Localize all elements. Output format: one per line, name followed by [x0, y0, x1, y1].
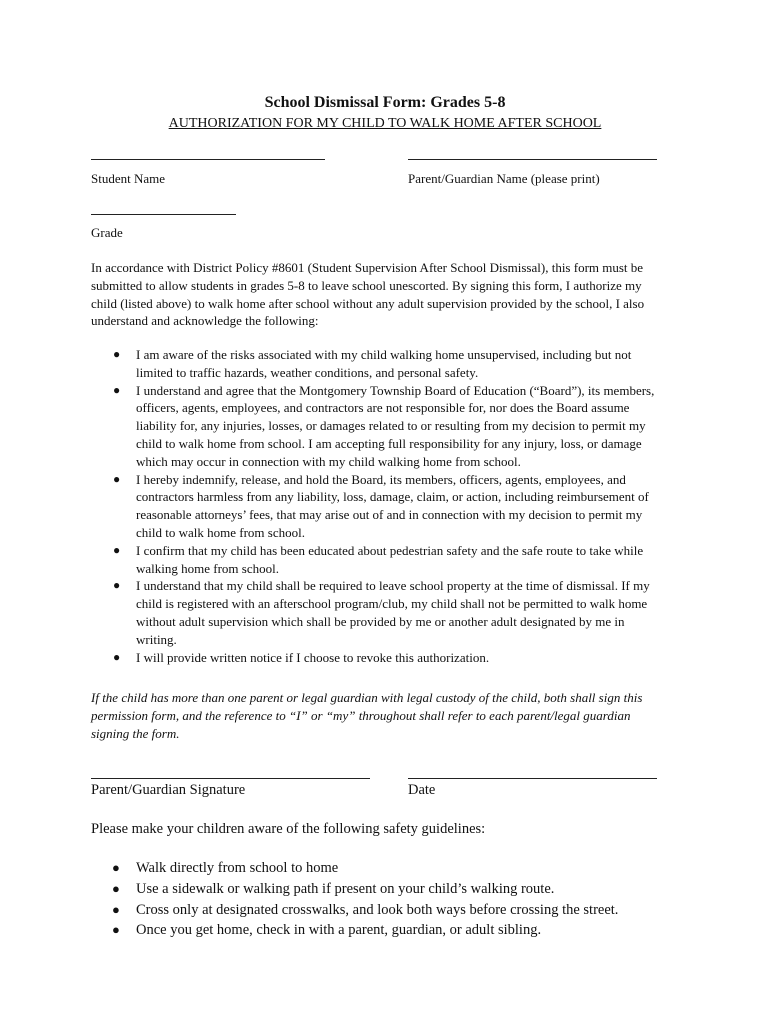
acknowledgement-line: I understand that my child shall be required to leave school property at the time of dismissal. If my [136, 578, 650, 594]
intro-line: child (listed above) to walk home after school without any adult supervision provided by the school, I also [91, 295, 645, 311]
acknowledgement-line: I hereby indemnify, release, and hold the Board, its members, officers, agents, employees, and [136, 471, 626, 487]
acknowledgement-line: I understand and agree that the Montgomery Township Board of Education (“Board”), its members, [136, 382, 655, 398]
bullet-icon: ● [112, 880, 120, 896]
form-title: School Dismissal Form: Grades 5-8 [264, 94, 506, 111]
acknowledgement-line: walking home from school. [136, 560, 279, 576]
acknowledgement-line: without adult supervision which shall be provided by me or another adult designated by me in [136, 613, 625, 629]
safety-intro: Please make your children aware of the following safety guidelines: [91, 821, 486, 837]
acknowledgement-item [0, 649, 681, 667]
safety-item [0, 858, 618, 879]
acknowledgement-line: I confirm that my child has been educated about pedestrian safety and the safe route to take while [136, 542, 644, 558]
intro-line: In accordance with District Policy #8601 (Student Supervision After School Dismissal), this form must be [91, 260, 644, 275]
acknowledgement-line: I will provide written notice if I choose to revoke this authorization. [136, 649, 490, 665]
acknowledgement-line: contractors harmless from any liability, loss, damage, claim, or action, including reimbursement of [136, 489, 649, 505]
intro-line: understand and acknowledge the following: [91, 313, 319, 329]
safety-item-text: Walk directly from school to home [136, 860, 339, 876]
bullet-icon: ● [112, 860, 120, 875]
bullet-icon: ● [113, 542, 121, 557]
acknowledgement-line: child to walk home from school. [136, 524, 305, 540]
safety-item [0, 920, 618, 941]
signature-line[interactable] [91, 778, 370, 779]
acknowledgement-item [0, 471, 681, 542]
bullet-icon: ● [113, 347, 121, 361]
safety-item-text: Use a sidewalk or walking path if present on your child’s walking route. [136, 880, 555, 897]
guardian-note-line: permission form, and the reference to “I” or “my” throughout shall refer to each parent/legal guardian [91, 708, 631, 723]
parent-name-line[interactable] [408, 159, 657, 160]
acknowledgement-item [0, 346, 681, 382]
bullet-icon: ● [112, 901, 120, 917]
date-label: Date [408, 782, 436, 798]
bullet-icon: ● [113, 471, 121, 486]
acknowledgement-line: liability for, any injuries, losses, or damages related to or resulting from my decision to permit my [136, 418, 646, 434]
safety-list [0, 858, 618, 941]
acknowledgement-line: which may occur in connection with my child walking home from school. [136, 453, 521, 469]
acknowledgement-line: child is registered with an afterschool program/club, my child shall not be permitted to walk home [136, 596, 648, 612]
acknowledgement-line: I am aware of the risks associated with my child walking home unsupervised, including but not [136, 347, 632, 362]
grade-line[interactable] [91, 214, 236, 215]
grade-label: Grade [91, 225, 123, 240]
student-name-label: Student Name [91, 171, 166, 186]
acknowledgement-line: child to walk home from school. I am accepting full responsibility for any injury, loss, or damage [136, 435, 642, 451]
bullet-icon: ● [113, 649, 121, 664]
student-name-line[interactable] [91, 159, 325, 160]
acknowledgement-line: limited to traffic hazards, weather conditions, and personal safety. [136, 364, 479, 380]
signature-label: Parent/Guardian Signature [91, 782, 246, 798]
guardian-note-line: If the child has more than one parent or legal guardian with legal custody of the child, both shall sign this [91, 690, 643, 705]
safety-item-text: Cross only at designated crosswalks, and look both ways before crossing the street. [136, 901, 619, 918]
bullet-icon: ● [113, 578, 121, 593]
acknowledgement-list [0, 346, 770, 666]
intro-paragraph [91, 259, 683, 330]
date-line[interactable] [408, 778, 657, 779]
acknowledgement-line: writing. [136, 631, 177, 647]
guardian-note-line: signing the form. [91, 726, 180, 741]
intro-line: submitted to allow students in grades 5-8 to leave school unescorted. By signing this form, I authorize my [91, 277, 642, 293]
form-subtitle: AUTHORIZATION FOR MY CHILD TO WALK HOME AFTER SCHOOL [168, 116, 602, 131]
safety-item [0, 879, 618, 900]
safety-item [0, 900, 618, 921]
acknowledgement-item [0, 382, 681, 471]
acknowledgement-line: reasonable attorneys’ fees, that may arise out of and in connection with my decision to permit my [136, 507, 643, 523]
acknowledgement-item [0, 542, 681, 578]
guardian-note [91, 689, 683, 743]
acknowledgement-item [0, 577, 681, 648]
acknowledgement-line: officers, agents, employees, and contractors are not responsible for, nor does the Board assume [136, 400, 630, 416]
safety-item-text: Once you get home, check in with a parent, guardian, or adult sibling. [136, 922, 542, 939]
parent-name-label: Parent/Guardian Name (please print) [408, 171, 600, 186]
bullet-icon: ● [113, 382, 121, 397]
bullet-icon: ● [112, 922, 120, 938]
